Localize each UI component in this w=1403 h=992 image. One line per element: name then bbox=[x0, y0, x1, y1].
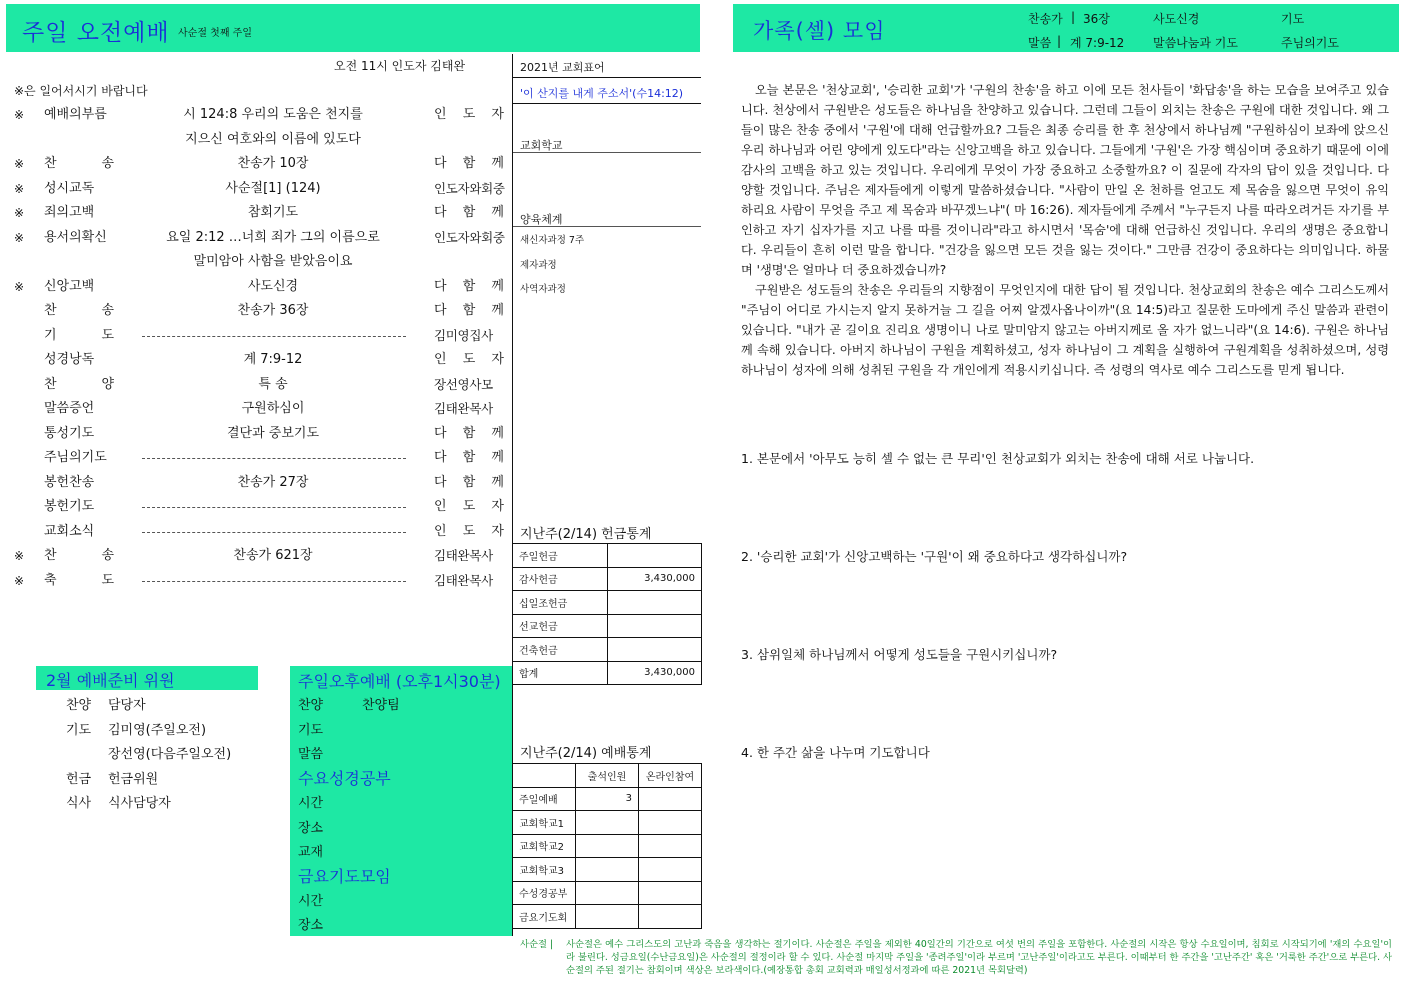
table-row bbox=[513, 905, 702, 929]
divider: | bbox=[1057, 34, 1062, 48]
stand-mark: ※ bbox=[14, 108, 25, 122]
praise-label: 찬양 bbox=[298, 698, 324, 713]
prep-header bbox=[36, 666, 258, 690]
offering-name: 감사헌금 bbox=[513, 567, 608, 591]
prep-name: 장선영(다음주일오전) bbox=[108, 747, 232, 762]
divider: | bbox=[1071, 10, 1076, 24]
order-leader: 다 함 께 bbox=[434, 450, 504, 465]
order-row bbox=[0, 375, 510, 395]
attendance-online bbox=[639, 858, 702, 882]
order-content: 말미암아 사함을 받았음이요 bbox=[193, 254, 353, 269]
order-label: 예배의부름 bbox=[44, 107, 107, 122]
dashed-line bbox=[142, 532, 406, 533]
order-label: 주님의기도 bbox=[44, 450, 107, 465]
order-leader: 다 함 께 bbox=[434, 205, 504, 220]
reflection-paragraph: 오늘 본문은 '천상교회', '승리한 교회'가 '구원의 찬송'을 하고 이에 모든 천사들이 '화답송'을 하는 모습을 보여주고 있습니다. 천상에서 구원받은 성도들은 하나님을 찬양하고 있습니다. 그런데 그들이 외치는 찬송은 구원에 대한 것입니다. 왜 그들이 많은 찬송 중에서 '구원'에 대해 언급할까요? 그들은 최종 승리를 한 후 천상에서 하나님께 "구원하심이 보좌에 앉으신 우리 하나님과 어린 양에게 있도다"라는 신앙고백을 하고 있습니다. 그들에게 '구원'은 가장 핵심이며 중요하기 때문에 이에 감사의 고백을 하고 있는 것입니다. 우리에게 무엇이 가장 중요하고 소중할까요? 이 질문에 각자의 답이 있을 것입니다. 다양할 것입니다. 주님은 제자들에게 이렇게 말씀하셨습니다. "사람이 만일 온 천하를 얻고도 제 목숨을 잃으면 무엇이 유익하리요 사람이 무엇을 주고 제 목숨과 바꾸겠느냐"( 마 16:26). 제자들에게 주께서 "누구든지 나를 따라오려거든 자기를 부인하고 자기 십자가를 지고 나를 따를 것이니라"라고 하시면서 '목숨'에 대해 언급하신 것입니다. 우리의 생명은 중요합니다. 우리들이 흔히 이런 말을 합니다. "건강을 잃으면 모든 것을 잃는 것이다." 그만큼 건강이 중요하다는 의미입니다. 하물며 '생명'은 얼마나 더 중요하겠습니까? bbox=[741, 83, 1389, 277]
order-content: 특 송 bbox=[258, 376, 288, 392]
creed: 사도신경 bbox=[1153, 12, 1200, 26]
order-content: 시 124:8 우리의 도움은 천지를 bbox=[183, 107, 363, 122]
nurture-title: 양육체계 bbox=[520, 213, 563, 226]
nurture-item: 새신자과정 7주 bbox=[520, 235, 585, 246]
stand-mark: ※ bbox=[14, 279, 25, 294]
order-row bbox=[0, 301, 510, 321]
table-row bbox=[513, 881, 702, 905]
nurture-item: 사역자과정 bbox=[520, 284, 566, 295]
footnote-text: 사순절은 예수 그리스도의 고난과 죽음을 생각하는 절기이다. 사순절은 주일을 제외한 40일간의 기간으로 여섯 번의 주일을 포함한다. 사순절의 시작은 항상 수요일이며, 침회로 시작되기에 '재의 수요일'이라 불린다. 성금요일(수난금요일)은 사순절의 절정이라 할 수 있다. 사순절 마지막 주일을 '종려주일'이라 부르며 '고난주일'이라고도 부른다. 이때부터 한 주간을 '고난주간' 혹은 '거룩한 주간'으로 부른다. 사순절의 주된 절기는 참회이며 색상은 보라색이다.(예장통합 총회 교회력과 매일성서정과에 따른 2021년 목회달력) bbox=[566, 939, 1392, 976]
table-row bbox=[513, 787, 702, 811]
order-label: 용서의확신 bbox=[44, 229, 107, 245]
order-row bbox=[0, 424, 510, 444]
prep-name: 헌금위원 bbox=[108, 771, 159, 787]
reflection-text bbox=[741, 80, 1389, 380]
order-row bbox=[0, 130, 510, 150]
table-header: 온라인참여 bbox=[639, 764, 702, 788]
table-row bbox=[513, 638, 702, 662]
stand-mark: ※ bbox=[14, 573, 25, 588]
table-row bbox=[513, 858, 702, 882]
order-label: 찬 송 bbox=[44, 548, 114, 563]
prep-role: 식사 bbox=[66, 796, 92, 811]
order-label: 봉헌기도 bbox=[44, 499, 95, 514]
attendance-name: 금요기도회 bbox=[513, 905, 576, 929]
prayer-label: 기도 bbox=[298, 723, 324, 738]
order-leader: 김태완목사 bbox=[434, 401, 493, 416]
order-label: 찬 송 bbox=[44, 156, 114, 171]
friday-time: 시간 bbox=[298, 894, 324, 909]
attendance-present: 3 bbox=[576, 787, 639, 811]
order-leader: 다 함 께 bbox=[434, 425, 504, 441]
offering-value bbox=[608, 544, 702, 568]
divider bbox=[513, 152, 701, 153]
attendance-title: 지난주(2/14) 예배통계 bbox=[520, 746, 652, 761]
motto-title: 2021년 교회표어 bbox=[520, 61, 605, 74]
order-row bbox=[0, 228, 510, 248]
order-label: 찬 송 bbox=[44, 303, 114, 318]
order-row bbox=[0, 326, 510, 346]
order-content: 찬송가 27장 bbox=[237, 474, 309, 490]
offering-value: 3,430,000 bbox=[608, 661, 702, 685]
praise-value: 찬양팀 bbox=[362, 698, 400, 713]
question-4: 4. 한 주간 삶을 나누며 기도합니다 bbox=[741, 745, 930, 760]
order-row bbox=[0, 179, 510, 199]
order-content: 찬송가 621장 bbox=[233, 548, 313, 563]
attendance-online bbox=[639, 881, 702, 905]
cell-header bbox=[733, 4, 1399, 52]
order-leader: 인 도 자 bbox=[434, 523, 504, 539]
table-row bbox=[513, 591, 702, 615]
order-leader: 인 도 자 bbox=[434, 107, 504, 122]
order-row bbox=[0, 399, 510, 419]
church-school: 교회학교 bbox=[520, 139, 563, 152]
stand-mark: ※ bbox=[14, 206, 25, 220]
order-row bbox=[0, 546, 510, 566]
wednesday-place: 장소 bbox=[298, 821, 324, 836]
service-info: 오전 11시 인도자 김태완 bbox=[334, 59, 466, 73]
lent-footnote bbox=[520, 938, 1392, 977]
question-2: 2. '승리한 교회'가 신앙고백하는 '구원'이 왜 중요하다고 생각하십니까? bbox=[741, 549, 1128, 564]
offering-name: 십일조헌금 bbox=[513, 591, 608, 615]
stand-mark: ※ bbox=[14, 181, 25, 196]
offering-name: 합계 bbox=[513, 661, 608, 685]
order-label: 말씀증언 bbox=[44, 401, 95, 416]
dashed-line bbox=[142, 507, 406, 508]
attendance-online bbox=[639, 811, 702, 835]
attendance-present bbox=[576, 858, 639, 882]
order-label: 성시교독 bbox=[44, 180, 95, 196]
prep-name: 김미영(주일오전) bbox=[108, 722, 207, 738]
order-label: 찬 양 bbox=[44, 376, 114, 392]
share: 말씀나눔과 기도 bbox=[1153, 36, 1238, 50]
prep-role: 찬양 bbox=[66, 698, 92, 713]
offering-value bbox=[608, 591, 702, 615]
table-row bbox=[513, 834, 702, 858]
order-content: 사순절[1] (124) bbox=[225, 180, 321, 196]
order-label: 통성기도 bbox=[44, 425, 95, 441]
main-title: 주일 오전예배 bbox=[22, 20, 170, 46]
attendance-present bbox=[576, 905, 639, 929]
prayer: 기도 bbox=[1281, 12, 1305, 26]
order-content: 사도신경 bbox=[247, 278, 299, 294]
table-row bbox=[513, 567, 702, 591]
afternoon-box bbox=[290, 666, 512, 936]
offering-title: 지난주(2/14) 헌금통계 bbox=[520, 527, 652, 542]
stand-mark: ※ bbox=[14, 157, 25, 171]
order-label: 축 도 bbox=[44, 572, 114, 588]
prep-name: 식사담당자 bbox=[108, 796, 171, 811]
order-leader: 김태완목사 bbox=[434, 572, 493, 588]
table-row bbox=[513, 811, 702, 835]
table-row bbox=[513, 614, 702, 638]
table-header bbox=[513, 764, 576, 788]
stand-note: ※은 일어서시기 바랍니다 bbox=[14, 84, 148, 98]
attendance-online bbox=[639, 834, 702, 858]
prep-role: 헌금 bbox=[66, 771, 92, 787]
order-leader: 다 함 께 bbox=[434, 278, 504, 294]
nurture-item: 제자과정 bbox=[520, 260, 557, 271]
table-row bbox=[513, 661, 702, 685]
order-row bbox=[0, 473, 510, 493]
attendance-name: 교회학교3 bbox=[513, 858, 576, 882]
divider bbox=[513, 77, 701, 78]
stand-mark: ※ bbox=[14, 230, 25, 245]
word-label: 말씀 bbox=[298, 747, 324, 762]
order-label: 기 도 bbox=[44, 327, 114, 343]
cell-title: 가족(셀) 모임 bbox=[753, 19, 886, 43]
attendance-present bbox=[576, 834, 639, 858]
offering-name: 선교헌금 bbox=[513, 614, 608, 638]
attendance-present bbox=[576, 811, 639, 835]
prep-name: 담당자 bbox=[108, 698, 146, 713]
prep-role: 기도 bbox=[66, 722, 92, 738]
question-3: 3. 삼위일체 하나님께서 어떻게 성도들을 구원시키십니까? bbox=[741, 647, 1058, 662]
word-label: 말씀 bbox=[1028, 36, 1052, 50]
order-leader: 김미영집사 bbox=[434, 327, 493, 343]
attendance-name: 주일예배 bbox=[513, 787, 576, 811]
order-content: 지으신 여호와의 이름에 있도다 bbox=[185, 131, 361, 147]
order-content: 요일 2:12 …너희 죄가 그의 이름으로 bbox=[166, 229, 380, 245]
order-leader: 다 함 께 bbox=[434, 303, 504, 318]
order-row bbox=[0, 203, 510, 223]
wednesday-time: 시간 bbox=[298, 796, 324, 811]
attendance-name: 교회학교1 bbox=[513, 811, 576, 835]
order-content: 참회기도 bbox=[247, 205, 299, 220]
afternoon-title: 주일오후예배 (오후1시30분) bbox=[298, 672, 501, 691]
offering-name: 건축헌금 bbox=[513, 638, 608, 662]
order-leader: 인도자와회중 bbox=[434, 229, 505, 245]
wednesday-text: 교재 bbox=[298, 845, 324, 860]
order-content: 찬송가 10장 bbox=[237, 156, 309, 171]
stand-mark: ※ bbox=[14, 549, 25, 563]
divider bbox=[513, 226, 701, 227]
friday-title: 금요기도모임 bbox=[298, 867, 391, 886]
order-leader: 인 도 자 bbox=[434, 499, 504, 514]
table-header: 출석인원 bbox=[576, 764, 639, 788]
order-row bbox=[0, 252, 510, 272]
order-row bbox=[0, 154, 510, 174]
offering-value bbox=[608, 614, 702, 638]
offering-name: 주일헌금 bbox=[513, 544, 608, 568]
order-row bbox=[0, 105, 510, 125]
order-row bbox=[0, 497, 510, 517]
order-row bbox=[0, 571, 510, 591]
order-row bbox=[0, 448, 510, 468]
attendance-name: 교회학교2 bbox=[513, 834, 576, 858]
order-leader: 인 도 자 bbox=[434, 352, 504, 367]
offering-value: 3,430,000 bbox=[608, 567, 702, 591]
order-leader: 김태완목사 bbox=[434, 548, 493, 563]
order-leader: 장선영사모 bbox=[434, 376, 493, 392]
order-content: 구원하심이 bbox=[241, 401, 305, 416]
table-row bbox=[513, 544, 702, 568]
question-1: 1. 본문에서 '아무도 능히 셀 수 없는 큰 무리'인 천상교회가 외치는 찬송에 대해 서로 나눕니다. bbox=[741, 451, 1255, 466]
order-label: 성경낭독 bbox=[44, 352, 95, 367]
prep-title: 2월 예배준비 위원 bbox=[46, 671, 175, 690]
order-content: 찬송가 36장 bbox=[237, 303, 309, 318]
attendance-present bbox=[576, 881, 639, 905]
offering-table bbox=[512, 543, 702, 685]
order-row bbox=[0, 277, 510, 297]
order-row bbox=[0, 350, 510, 370]
order-content: 계 7:9-12 bbox=[243, 352, 303, 367]
attendance-online bbox=[639, 787, 702, 811]
reflection-paragraph: 구원받은 성도들의 찬송은 우리들의 지향점이 무엇인지에 대한 답이 될 것입니다. 천상교회의 찬송은 예수 그리스도께서 "주님이 어디로 가시는지 알지 못하거늘 그 길을 어찌 알겠사옵나이까"(요 14:5)라고 질문한 도마에게 주신 말씀과 관련이 있습니다. "내가 곧 길이요 진리요 생명이니 나로 말미암지 않고는 아버지께로 올 자가 없느니라"(요 14:6). 구원은 하나님께 속해 있습니다. 아버지 하나님이 구원을 계획하셨고, 성자 하나님이 그 계획을 실행하여 구원계획을 성취하셨으며, 성령 하나님이 성자에 의해 성취된 구원을 각 개인에게 적용시키십니다. 즉 성령의 역사로 예수 그리스도를 믿게 됩니다. bbox=[741, 283, 1389, 377]
hymn-label: 찬송가 bbox=[1028, 12, 1063, 26]
dashed-line bbox=[142, 458, 406, 459]
order-label: 봉헌찬송 bbox=[44, 474, 95, 490]
dashed-line bbox=[142, 336, 406, 337]
lords-prayer: 주님의기도 bbox=[1281, 36, 1339, 50]
order-leader: 다 함 께 bbox=[434, 474, 504, 490]
order-row bbox=[0, 522, 510, 542]
church-motto: '이 산지를 내게 주소서'(수14:12) bbox=[520, 87, 684, 100]
wednesday-title: 수요성경공부 bbox=[298, 769, 391, 788]
friday-place: 장소 bbox=[298, 918, 324, 933]
order-label: 교회소식 bbox=[44, 523, 95, 539]
dashed-line bbox=[142, 581, 406, 582]
attendance-name: 수성경공부 bbox=[513, 881, 576, 905]
main-header bbox=[6, 4, 700, 52]
word-value: 계 7:9-12 bbox=[1070, 36, 1125, 50]
order-leader: 인도자와회중 bbox=[434, 180, 505, 196]
order-label: 죄의고백 bbox=[44, 205, 95, 220]
offering-value bbox=[608, 638, 702, 662]
attendance-table bbox=[512, 763, 702, 929]
order-content: 결단과 중보기도 bbox=[226, 425, 320, 441]
divider bbox=[513, 103, 701, 104]
main-subtitle: 사순절 첫째 주일 bbox=[178, 28, 252, 39]
order-leader: 다 함 께 bbox=[434, 156, 504, 171]
footnote-label: 사순절 | bbox=[520, 939, 554, 950]
hymn-value: 36장 bbox=[1083, 12, 1110, 26]
order-label: 신앙고백 bbox=[44, 278, 95, 294]
attendance-online bbox=[639, 905, 702, 929]
